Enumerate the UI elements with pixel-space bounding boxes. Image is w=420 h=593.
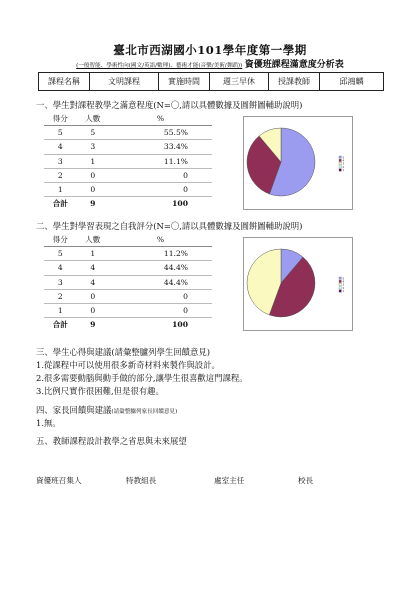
legend-swatch-1 — [339, 169, 341, 171]
section4-title: 四、家長回饋與建議 — [36, 405, 112, 415]
row-score: 1 — [44, 303, 77, 317]
legend-label-1: 1 — [342, 289, 345, 294]
table-row — [44, 140, 212, 154]
section2-table — [44, 233, 212, 331]
row-percent: 11.1% — [109, 154, 212, 168]
feedback-item-3: 3.比例尺實作很困難,但是很有趣。 — [36, 386, 164, 396]
table-row — [44, 247, 212, 261]
legend-swatch-4 — [339, 280, 341, 282]
section5-heading: 五、教師課程設計教學之省思與未來展望 — [36, 436, 187, 446]
table-row — [44, 126, 212, 140]
subtitle-categories: (一般智能、學術性向(國文/英語/數理)、藝術才能(音樂/美術/舞蹈)) — [76, 63, 243, 69]
row-count: 0 — [77, 303, 110, 317]
col-percent: % — [109, 112, 212, 126]
row-percent: 44.4% — [109, 261, 212, 275]
teacher-value: 邱鴻麟 — [320, 73, 384, 91]
section1-heading: 一、學生對課程教學之滿意程度(N=〇,請以具體數據及圓餅圖輔助說明) — [36, 100, 303, 110]
pie-chart-2-svg — [244, 238, 352, 330]
row-percent: 11.2% — [109, 247, 212, 261]
total-count: 9 — [77, 197, 110, 211]
total-label: 合計 — [44, 197, 77, 211]
legend-swatch-5 — [339, 156, 341, 158]
col-count: 人數 — [77, 233, 110, 247]
row-count: 4 — [77, 261, 110, 275]
feedback-item-2: 2.很多需要動腦與動手做的部分,讓學生很喜歡這門課程。 — [36, 373, 248, 383]
row-score: 2 — [44, 168, 77, 182]
row-count: 1 — [77, 154, 110, 168]
time-label: 實施時間 — [159, 73, 210, 91]
table-row — [44, 168, 212, 182]
row-percent: 0 — [109, 168, 212, 182]
section4-heading — [36, 404, 177, 416]
total-count: 9 — [77, 318, 110, 332]
total-percent: 100 — [109, 318, 212, 332]
page-title: 臺北市西湖國小101學年度第一學期 — [113, 43, 307, 57]
table-row — [44, 154, 212, 168]
table-row — [44, 303, 212, 317]
row-percent: 0 — [109, 182, 212, 196]
signature-coordinator: 資優班召集人 — [36, 476, 82, 485]
legend-label-4: 4 — [342, 158, 345, 163]
table-row — [44, 261, 212, 275]
time-value: 週三早休 — [210, 73, 269, 91]
section4-note: (請彙整臚列家長回饋意見) — [111, 409, 178, 415]
section3-heading: 三、學生心得與建議(請彙整臚列學生回饋意見) — [36, 347, 211, 357]
row-percent: 0 — [109, 303, 212, 317]
row-count: 3 — [77, 140, 110, 154]
total-row — [44, 318, 212, 332]
row-count: 0 — [77, 289, 110, 303]
section2-heading: 二、學生對學習表現之自我評分(N=〇,請以具體數據及圓餅圖輔助說明) — [36, 221, 303, 231]
course-name-value: 文明課程 — [90, 73, 159, 91]
page-subtitle — [0, 57, 420, 70]
signature-director: 處室主任 — [214, 476, 245, 485]
row-count: 4 — [77, 275, 110, 289]
legend-swatch-3 — [339, 283, 341, 285]
legend-label-2: 2 — [342, 164, 345, 169]
course-info-table — [38, 72, 384, 91]
table-row — [44, 275, 212, 289]
legend-swatch-2 — [339, 287, 341, 289]
legend-swatch-2 — [339, 166, 341, 168]
row-percent: 33.4% — [109, 140, 212, 154]
row-score: 4 — [44, 140, 77, 154]
total-row — [44, 197, 212, 211]
col-score: 得分 — [44, 112, 77, 126]
legend-label-5: 5 — [342, 155, 345, 160]
row-count: 0 — [77, 182, 110, 196]
feedback-item-1: 1.從課程中可以使用很多新奇材料來製作與設計。 — [36, 360, 220, 370]
row-percent: 55.5% — [109, 126, 212, 140]
legend-swatch-5 — [339, 277, 341, 279]
subtitle-main: 資優班課程滿意度分析表 — [244, 60, 344, 70]
table-row — [44, 289, 212, 303]
pie-chart-1-svg — [244, 117, 352, 209]
col-percent: % — [109, 233, 212, 247]
legend-label-1: 1 — [342, 168, 345, 173]
total-percent: 100 — [109, 197, 212, 211]
row-score: 3 — [44, 154, 77, 168]
legend-label-5: 5 — [342, 276, 345, 281]
legend-label-3: 3 — [342, 282, 345, 287]
row-score: 2 — [44, 289, 77, 303]
pie-chart-2 — [243, 237, 353, 331]
row-score: 5 — [44, 126, 77, 140]
table-row — [44, 182, 212, 196]
legend-swatch-4 — [339, 159, 341, 161]
row-score: 3 — [44, 275, 77, 289]
legend-label-3: 3 — [342, 161, 345, 166]
row-percent: 0 — [109, 289, 212, 303]
row-count: 1 — [77, 247, 110, 261]
row-score: 1 — [44, 182, 77, 196]
course-name-label: 課程名稱 — [39, 73, 90, 91]
row-percent: 44.4% — [109, 275, 212, 289]
signature-principal: 校長 — [298, 476, 314, 485]
row-score: 5 — [44, 247, 77, 261]
row-count: 5 — [77, 126, 110, 140]
pie-chart-1 — [243, 116, 353, 210]
parent-feedback-item-1: 1.無。 — [36, 418, 61, 428]
row-count: 0 — [77, 168, 110, 182]
section1-table — [44, 112, 212, 210]
legend-swatch-1 — [339, 290, 341, 292]
teacher-label: 授課教師 — [269, 73, 320, 91]
signature-special-ed-head: 特教組長 — [126, 476, 157, 485]
row-score: 4 — [44, 261, 77, 275]
col-count: 人數 — [77, 112, 110, 126]
total-label: 合計 — [44, 318, 77, 332]
legend-swatch-3 — [339, 162, 341, 164]
legend-label-4: 4 — [342, 279, 345, 284]
legend-label-2: 2 — [342, 285, 345, 290]
col-score: 得分 — [44, 233, 77, 247]
